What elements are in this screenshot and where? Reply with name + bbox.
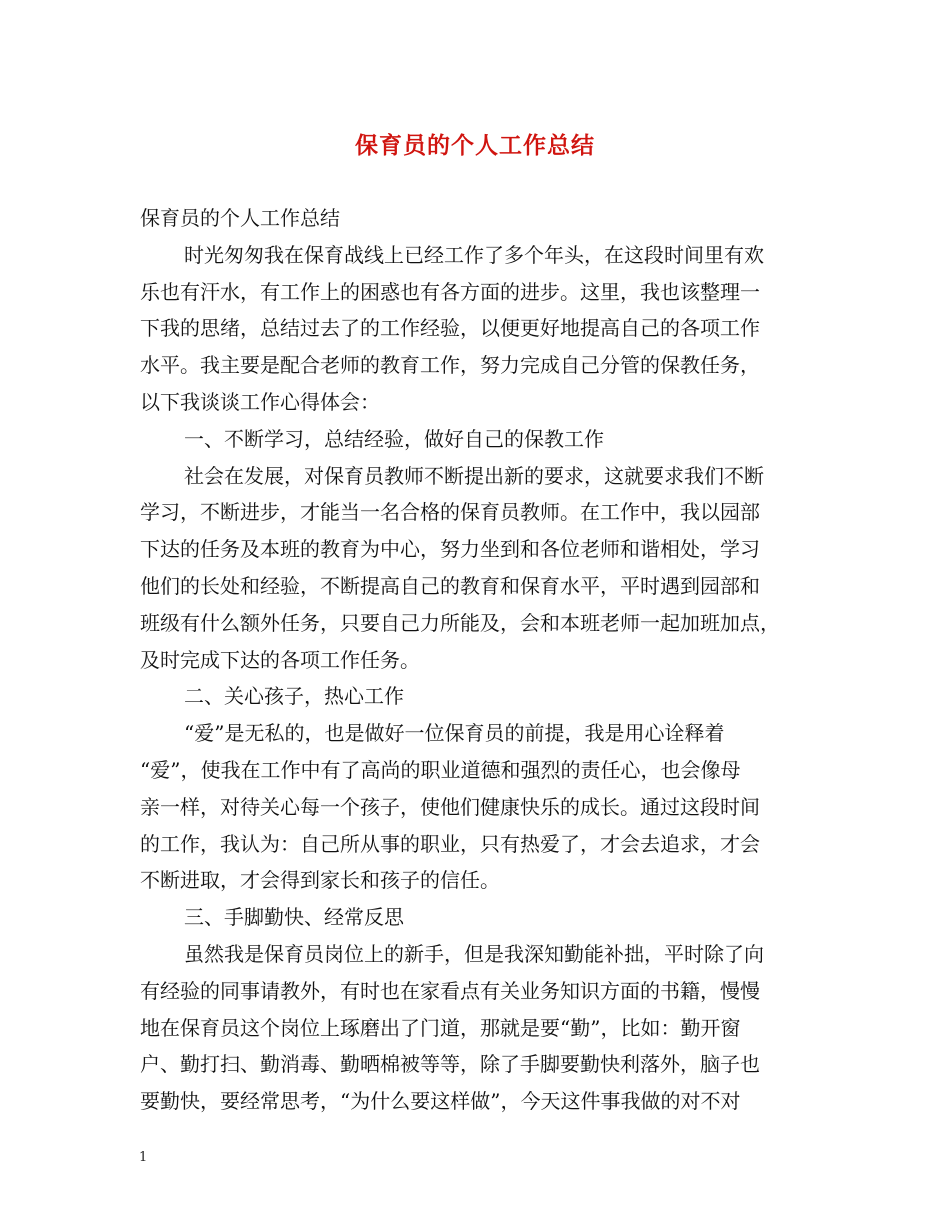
text-line: 以下我谈谈工作心得体会： bbox=[140, 389, 380, 414]
text-line: 水平。我主要是配合老师的教育工作，努力完成自己分管的保教任务， bbox=[140, 353, 760, 378]
text-line: “爱”，使我在工作中有了高尚的职业道德和强烈的责任心，也会像母 bbox=[140, 757, 741, 782]
text-line: 不断进取，才会得到家长和孩子的信任。 bbox=[140, 868, 500, 893]
text-line: 三、手脚勤快、经常反思 bbox=[184, 905, 404, 930]
text-line: 保育员的个人工作总结 bbox=[140, 206, 340, 230]
text-line: 他们的长处和经验，不断提高自己的教育和保育水平，平时遇到园部和 bbox=[140, 573, 760, 598]
text-line: 有经验的同事请教外，有时也在家看点有关业务知识方面的书籍，慢慢 bbox=[140, 978, 760, 1003]
text-line: 班级有什么额外任务，只要自己力所能及，会和本班老师一起加班加点， bbox=[140, 610, 780, 635]
page-number: 1 bbox=[139, 1150, 148, 1165]
text-line: 下我的思绪，总结过去了的工作经验，以便更好地提高自己的各项工作 bbox=[140, 316, 760, 341]
text-line: 地在保育员这个岗位上琢磨出了门道，那就是要“勤”，比如：勤开窗 bbox=[140, 1015, 741, 1040]
text-line: 下达的任务及本班的教育为中心，努力坐到和各位老师和谐相处，学习 bbox=[140, 537, 760, 562]
text-line: 的工作，我认为：自己所从事的职业，只有热爱了，才会去追求，才会 bbox=[140, 831, 760, 856]
document-title: 保育员的个人工作总结 bbox=[355, 132, 595, 159]
text-line: “爱”是无私的，也是做好一位保育员的前提，我是用心诠释着 bbox=[184, 721, 725, 746]
document-body bbox=[140, 200, 830, 1120]
text-line: 要勤快，要经常思考，“为什么要这样做”，今天这件事我做的对不对 bbox=[140, 1089, 741, 1114]
text-line: 户、勤打扫、勤消毒、勤晒棉被等等，除了手脚要勤快利落外，脑子也 bbox=[140, 1052, 760, 1077]
text-line: 社会在发展，对保育员教师不断提出新的要求，这就要求我们不断 bbox=[184, 463, 764, 488]
text-line: 乐也有汗水，有工作上的困惑也有各方面的进步。这里，我也该整理一 bbox=[140, 279, 760, 304]
text-line: 亲一样，对待关心每一个孩子，使他们健康快乐的成长。通过这段时间 bbox=[140, 794, 760, 819]
text-line: 二、关心孩子，热心工作 bbox=[184, 684, 404, 709]
text-line: 一、不断学习，总结经验，做好自己的保教工作 bbox=[184, 426, 604, 451]
text-line: 虽然我是保育员岗位上的新手，但是我深知勤能补拙，平时除了向 bbox=[184, 941, 764, 966]
text-line: 时光匆匆我在保育战线上已经工作了多个年头，在这段时间里有欢 bbox=[184, 242, 764, 267]
text-line: 学习，不断进步，才能当一名合格的保育员教师。在工作中，我以园部 bbox=[140, 500, 760, 525]
text-line: 及时完成下达的各项工作任务。 bbox=[140, 647, 420, 672]
